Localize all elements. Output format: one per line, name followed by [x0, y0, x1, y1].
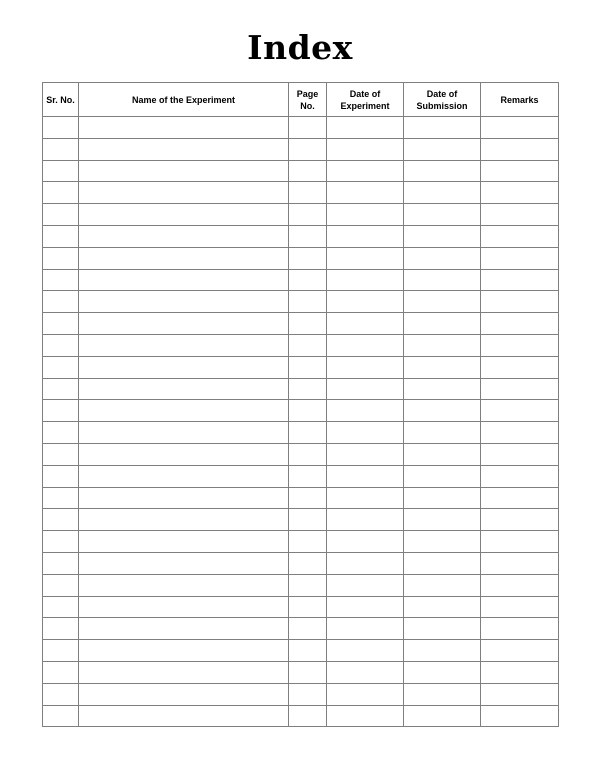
sr-no-cell[interactable] [43, 400, 79, 422]
remarks-cell[interactable] [481, 313, 559, 335]
table-row [43, 465, 559, 487]
remarks-cell[interactable] [481, 552, 559, 574]
table-row [43, 574, 559, 596]
date-of-submission-cell[interactable] [404, 204, 481, 226]
experiment-name-cell[interactable] [79, 269, 289, 291]
remarks-cell[interactable] [481, 509, 559, 531]
experiment-name-cell[interactable] [79, 705, 289, 727]
table-body [43, 117, 559, 727]
remarks-cell[interactable] [481, 422, 559, 444]
date-of-submission-cell[interactable] [404, 640, 481, 662]
page-no-cell[interactable] [289, 138, 327, 160]
experiment-name-cell[interactable] [79, 596, 289, 618]
remarks-cell[interactable] [481, 705, 559, 727]
date-of-experiment-cell[interactable] [327, 356, 404, 378]
sr-no-cell[interactable] [43, 661, 79, 683]
remarks-cell[interactable] [481, 574, 559, 596]
page-no-cell[interactable] [289, 269, 327, 291]
table-row [43, 683, 559, 705]
date-of-submission-cell[interactable] [404, 683, 481, 705]
date-of-submission-cell[interactable] [404, 269, 481, 291]
page-no-cell[interactable] [289, 378, 327, 400]
table-row [43, 640, 559, 662]
page-no-cell[interactable] [289, 531, 327, 553]
date-of-submission-cell[interactable] [404, 291, 481, 313]
column-header-experiment-name: Name of the Experiment [79, 83, 289, 117]
date-of-submission-cell[interactable] [404, 160, 481, 182]
column-header-date-of-submission: Date of Submission [404, 83, 481, 117]
experiment-name-cell[interactable] [79, 225, 289, 247]
column-header-date-of-experiment: Date of Experiment [327, 83, 404, 117]
page-title: Index [247, 28, 353, 67]
date-of-experiment-cell[interactable] [327, 313, 404, 335]
experiment-name-cell[interactable] [79, 247, 289, 269]
sr-no-cell[interactable] [43, 269, 79, 291]
sr-no-cell[interactable] [43, 182, 79, 204]
date-of-submission-cell[interactable] [404, 378, 481, 400]
table-row [43, 269, 559, 291]
experiment-name-cell[interactable] [79, 400, 289, 422]
remarks-cell[interactable] [481, 683, 559, 705]
sr-no-cell[interactable] [43, 487, 79, 509]
remarks-cell[interactable] [481, 400, 559, 422]
remarks-cell[interactable] [481, 640, 559, 662]
page-no-cell[interactable] [289, 160, 327, 182]
experiment-name-cell[interactable] [79, 204, 289, 226]
date-of-experiment-cell[interactable] [327, 117, 404, 139]
page-no-cell[interactable] [289, 487, 327, 509]
date-of-submission-cell[interactable] [404, 334, 481, 356]
sr-no-cell[interactable] [43, 334, 79, 356]
date-of-submission-cell[interactable] [404, 596, 481, 618]
table-row [43, 160, 559, 182]
table-row [43, 313, 559, 335]
date-of-experiment-cell[interactable] [327, 465, 404, 487]
table-row [43, 117, 559, 139]
date-of-experiment-cell[interactable] [327, 531, 404, 553]
table-row [43, 531, 559, 553]
page-no-cell[interactable] [289, 182, 327, 204]
experiment-name-cell[interactable] [79, 640, 289, 662]
table-row [43, 552, 559, 574]
experiment-name-cell[interactable] [79, 465, 289, 487]
date-of-experiment-cell[interactable] [327, 487, 404, 509]
experiment-name-cell[interactable] [79, 531, 289, 553]
index-table [42, 82, 559, 727]
table-row [43, 705, 559, 727]
table-row [43, 661, 559, 683]
experiment-name-cell[interactable] [79, 443, 289, 465]
date-of-experiment-cell[interactable] [327, 291, 404, 313]
header-row [43, 83, 559, 117]
sr-no-cell[interactable] [43, 443, 79, 465]
sr-no-cell[interactable] [43, 531, 79, 553]
date-of-submission-cell[interactable] [404, 117, 481, 139]
page-no-cell[interactable] [289, 247, 327, 269]
sr-no-cell[interactable] [43, 378, 79, 400]
table-row [43, 138, 559, 160]
date-of-submission-cell[interactable] [404, 356, 481, 378]
remarks-cell[interactable] [481, 291, 559, 313]
date-of-experiment-cell[interactable] [327, 683, 404, 705]
date-of-experiment-cell[interactable] [327, 334, 404, 356]
date-of-experiment-cell[interactable] [327, 618, 404, 640]
experiment-name-cell[interactable] [79, 509, 289, 531]
sr-no-cell[interactable] [43, 509, 79, 531]
page-no-cell[interactable] [289, 574, 327, 596]
sr-no-cell[interactable] [43, 465, 79, 487]
table-row [43, 204, 559, 226]
page-no-cell[interactable] [289, 596, 327, 618]
page-no-cell[interactable] [289, 683, 327, 705]
table-row [43, 618, 559, 640]
date-of-submission-cell[interactable] [404, 661, 481, 683]
page-no-cell[interactable] [289, 204, 327, 226]
date-of-submission-cell[interactable] [404, 247, 481, 269]
table-row [43, 378, 559, 400]
remarks-cell[interactable] [481, 334, 559, 356]
date-of-experiment-cell[interactable] [327, 269, 404, 291]
date-of-experiment-cell[interactable] [327, 247, 404, 269]
table-row [43, 487, 559, 509]
remarks-cell[interactable] [481, 465, 559, 487]
date-of-submission-cell[interactable] [404, 313, 481, 335]
date-of-experiment-cell[interactable] [327, 661, 404, 683]
sr-no-cell[interactable] [43, 138, 79, 160]
experiment-name-cell[interactable] [79, 661, 289, 683]
remarks-cell[interactable] [481, 182, 559, 204]
experiment-name-cell[interactable] [79, 618, 289, 640]
remarks-cell[interactable] [481, 661, 559, 683]
date-of-experiment-cell[interactable] [327, 552, 404, 574]
page-no-cell[interactable] [289, 356, 327, 378]
sr-no-cell[interactable] [43, 552, 79, 574]
page-no-cell[interactable] [289, 422, 327, 444]
date-of-experiment-cell[interactable] [327, 138, 404, 160]
sr-no-cell[interactable] [43, 204, 79, 226]
remarks-cell[interactable] [481, 160, 559, 182]
date-of-experiment-cell[interactable] [327, 422, 404, 444]
experiment-name-cell[interactable] [79, 422, 289, 444]
date-of-experiment-cell[interactable] [327, 225, 404, 247]
experiment-name-cell[interactable] [79, 574, 289, 596]
page-no-cell[interactable] [289, 618, 327, 640]
remarks-cell[interactable] [481, 138, 559, 160]
page-no-cell[interactable] [289, 552, 327, 574]
table-row [43, 509, 559, 531]
date-of-experiment-cell[interactable] [327, 378, 404, 400]
experiment-name-cell[interactable] [79, 552, 289, 574]
page-no-cell[interactable] [289, 661, 327, 683]
sr-no-cell[interactable] [43, 705, 79, 727]
date-of-experiment-cell[interactable] [327, 160, 404, 182]
page-no-cell[interactable] [289, 465, 327, 487]
date-of-experiment-cell[interactable] [327, 574, 404, 596]
date-of-submission-cell[interactable] [404, 182, 481, 204]
sr-no-cell[interactable] [43, 596, 79, 618]
date-of-submission-cell[interactable] [404, 487, 481, 509]
remarks-cell[interactable] [481, 204, 559, 226]
column-header-remarks: Remarks [481, 83, 559, 117]
sr-no-cell[interactable] [43, 117, 79, 139]
experiment-name-cell[interactable] [79, 313, 289, 335]
table-row [43, 422, 559, 444]
date-of-submission-cell[interactable] [404, 225, 481, 247]
date-of-submission-cell[interactable] [404, 531, 481, 553]
column-header-sr-no: Sr. No. [43, 83, 79, 117]
date-of-submission-cell[interactable] [404, 138, 481, 160]
remarks-cell[interactable] [481, 269, 559, 291]
remarks-cell[interactable] [481, 117, 559, 139]
date-of-experiment-cell[interactable] [327, 509, 404, 531]
table-row [43, 443, 559, 465]
page-no-cell[interactable] [289, 509, 327, 531]
page-no-cell[interactable] [289, 334, 327, 356]
sr-no-cell[interactable] [43, 574, 79, 596]
date-of-submission-cell[interactable] [404, 422, 481, 444]
date-of-submission-cell[interactable] [404, 552, 481, 574]
remarks-cell[interactable] [481, 356, 559, 378]
date-of-experiment-cell[interactable] [327, 705, 404, 727]
date-of-experiment-cell[interactable] [327, 182, 404, 204]
experiment-name-cell[interactable] [79, 182, 289, 204]
experiment-name-cell[interactable] [79, 334, 289, 356]
experiment-name-cell[interactable] [79, 160, 289, 182]
date-of-submission-cell[interactable] [404, 443, 481, 465]
sr-no-cell[interactable] [43, 422, 79, 444]
table-row [43, 596, 559, 618]
date-of-experiment-cell[interactable] [327, 400, 404, 422]
page-no-cell[interactable] [289, 443, 327, 465]
sr-no-cell[interactable] [43, 618, 79, 640]
table-row [43, 225, 559, 247]
sr-no-cell[interactable] [43, 225, 79, 247]
date-of-experiment-cell[interactable] [327, 204, 404, 226]
sr-no-cell[interactable] [43, 313, 79, 335]
sr-no-cell[interactable] [43, 640, 79, 662]
page-no-cell[interactable] [289, 400, 327, 422]
date-of-experiment-cell[interactable] [327, 443, 404, 465]
remarks-cell[interactable] [481, 596, 559, 618]
remarks-cell[interactable] [481, 378, 559, 400]
date-of-submission-cell[interactable] [404, 509, 481, 531]
table-row [43, 400, 559, 422]
date-of-submission-cell[interactable] [404, 705, 481, 727]
experiment-name-cell[interactable] [79, 487, 289, 509]
page-no-cell[interactable] [289, 640, 327, 662]
experiment-name-cell[interactable] [79, 356, 289, 378]
column-header-page-no: Page No. [289, 83, 327, 117]
experiment-name-cell[interactable] [79, 117, 289, 139]
table-row [43, 247, 559, 269]
sr-no-cell[interactable] [43, 160, 79, 182]
experiment-name-cell[interactable] [79, 291, 289, 313]
sr-no-cell[interactable] [43, 291, 79, 313]
sr-no-cell[interactable] [43, 247, 79, 269]
experiment-name-cell[interactable] [79, 138, 289, 160]
remarks-cell[interactable] [481, 443, 559, 465]
page-no-cell[interactable] [289, 313, 327, 335]
date-of-experiment-cell[interactable] [327, 640, 404, 662]
date-of-submission-cell[interactable] [404, 465, 481, 487]
table-row [43, 334, 559, 356]
sr-no-cell[interactable] [43, 356, 79, 378]
table-row [43, 356, 559, 378]
remarks-cell[interactable] [481, 487, 559, 509]
experiment-name-cell[interactable] [79, 683, 289, 705]
date-of-experiment-cell[interactable] [327, 596, 404, 618]
page-no-cell[interactable] [289, 291, 327, 313]
remarks-cell[interactable] [481, 531, 559, 553]
sr-no-cell[interactable] [43, 683, 79, 705]
date-of-submission-cell[interactable] [404, 618, 481, 640]
date-of-submission-cell[interactable] [404, 574, 481, 596]
page-no-cell[interactable] [289, 117, 327, 139]
remarks-cell[interactable] [481, 247, 559, 269]
page-no-cell[interactable] [289, 225, 327, 247]
remarks-cell[interactable] [481, 618, 559, 640]
table-row [43, 182, 559, 204]
experiment-name-cell[interactable] [79, 378, 289, 400]
table-row [43, 291, 559, 313]
remarks-cell[interactable] [481, 225, 559, 247]
date-of-submission-cell[interactable] [404, 400, 481, 422]
page-no-cell[interactable] [289, 705, 327, 727]
